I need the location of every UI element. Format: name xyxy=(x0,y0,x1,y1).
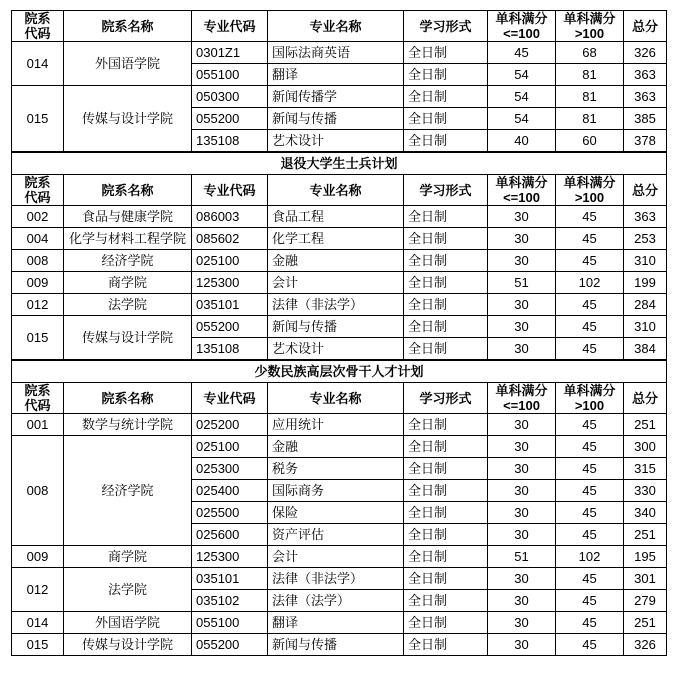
score-table-section-0 xyxy=(11,10,667,152)
cell-major-name: 艺术设计 xyxy=(268,130,404,152)
cell-single-gt100: 45 xyxy=(556,524,624,546)
cell-single-le100: 30 xyxy=(488,634,556,656)
section-title-row xyxy=(12,361,667,383)
column-header-total: 总分 xyxy=(624,383,667,414)
cell-dept-name: 外国语学院 xyxy=(64,42,192,86)
cell-single-le100: 30 xyxy=(488,524,556,546)
cell-total: 385 xyxy=(624,108,667,130)
cell-single-le100: 30 xyxy=(488,480,556,502)
cell-total: 310 xyxy=(624,316,667,338)
cell-single-gt100: 102 xyxy=(556,272,624,294)
cell-major-name: 资产评估 xyxy=(268,524,404,546)
cell-dept-name: 化学与材料工程学院 xyxy=(64,228,192,250)
cell-study-form: 全日制 xyxy=(404,228,488,250)
cell-total: 326 xyxy=(624,634,667,656)
cell-total: 315 xyxy=(624,458,667,480)
cell-dept-name: 传媒与设计学院 xyxy=(64,316,192,360)
cell-study-form: 全日制 xyxy=(404,250,488,272)
cell-single-gt100: 45 xyxy=(556,316,624,338)
cell-major-code: 025100 xyxy=(192,250,268,272)
cell-major-code: 125300 xyxy=(192,546,268,568)
cell-single-le100: 30 xyxy=(488,502,556,524)
cell-major-code: 085602 xyxy=(192,228,268,250)
cell-dept-name: 传媒与设计学院 xyxy=(64,86,192,152)
cell-major-code: 135108 xyxy=(192,130,268,152)
cell-major-name: 金融 xyxy=(268,250,404,272)
cell-major-code: 055100 xyxy=(192,64,268,86)
column-header-single-le100-line2: <=100 xyxy=(503,398,540,413)
cell-major-name: 翻译 xyxy=(268,64,404,86)
section-title-row xyxy=(12,153,667,175)
column-header-single-gt100 xyxy=(556,11,624,42)
score-table-section-2 xyxy=(11,360,667,656)
cell-major-code: 035102 xyxy=(192,590,268,612)
cell-single-gt100: 45 xyxy=(556,458,624,480)
cell-single-gt100: 45 xyxy=(556,206,624,228)
cell-major-code: 055100 xyxy=(192,612,268,634)
cell-dept-name: 经济学院 xyxy=(64,250,192,272)
cell-major-code: 050300 xyxy=(192,86,268,108)
column-header-single-le100-line2: <=100 xyxy=(503,190,540,205)
table-header-row xyxy=(12,11,667,42)
cell-total: 300 xyxy=(624,436,667,458)
cell-total: 363 xyxy=(624,64,667,86)
cell-dept-name: 传媒与设计学院 xyxy=(64,634,192,656)
column-header-total: 总分 xyxy=(624,11,667,42)
table-row xyxy=(12,568,667,590)
cell-single-le100: 30 xyxy=(488,414,556,436)
cell-single-gt100: 68 xyxy=(556,42,624,64)
cell-total: 310 xyxy=(624,250,667,272)
column-header-single-gt100-line1: 单科满分 xyxy=(563,175,616,190)
cell-major-name: 化学工程 xyxy=(268,228,404,250)
cell-single-gt100: 45 xyxy=(556,250,624,272)
cell-dept-code: 014 xyxy=(12,42,64,86)
cell-total: 301 xyxy=(624,568,667,590)
cell-dept-code: 001 xyxy=(12,414,64,436)
column-header-dept-name: 院系名称 xyxy=(64,175,192,206)
cell-single-le100: 30 xyxy=(488,228,556,250)
cell-single-gt100: 45 xyxy=(556,568,624,590)
column-header-dept-code xyxy=(12,383,64,414)
column-header-dept-code xyxy=(12,11,64,42)
column-header-major-code: 专业代码 xyxy=(192,11,268,42)
cell-single-gt100: 45 xyxy=(556,294,624,316)
cell-major-name: 金融 xyxy=(268,436,404,458)
column-header-dept-code-line2: 代码 xyxy=(24,26,51,41)
cell-major-code: 055200 xyxy=(192,634,268,656)
cell-study-form: 全日制 xyxy=(404,42,488,64)
cell-major-name: 应用统计 xyxy=(268,414,404,436)
cell-single-gt100: 45 xyxy=(556,634,624,656)
cell-major-code: 025400 xyxy=(192,480,268,502)
cell-dept-code: 004 xyxy=(12,228,64,250)
cell-dept-code: 015 xyxy=(12,316,64,360)
score-table-section-1 xyxy=(11,152,667,360)
cell-single-gt100: 81 xyxy=(556,86,624,108)
column-header-single-le100 xyxy=(488,383,556,414)
column-header-dept-name: 院系名称 xyxy=(64,383,192,414)
cell-single-gt100: 45 xyxy=(556,228,624,250)
cell-major-code: 025500 xyxy=(192,502,268,524)
column-header-single-le100 xyxy=(488,175,556,206)
cell-dept-name: 法学院 xyxy=(64,294,192,316)
cell-single-gt100: 45 xyxy=(556,414,624,436)
cell-study-form: 全日制 xyxy=(404,108,488,130)
cell-major-name: 法律（非法学） xyxy=(268,294,404,316)
section-title: 退役大学生士兵计划 xyxy=(12,153,667,175)
cell-major-name: 法律（非法学） xyxy=(268,568,404,590)
column-header-dept-name: 院系名称 xyxy=(64,11,192,42)
cell-single-gt100: 45 xyxy=(556,436,624,458)
cell-dept-name: 经济学院 xyxy=(64,436,192,546)
cell-major-name: 翻译 xyxy=(268,612,404,634)
column-header-single-le100-line2: <=100 xyxy=(503,26,540,41)
cell-single-le100: 40 xyxy=(488,130,556,152)
column-header-single-gt100-line2: >100 xyxy=(574,190,605,205)
cell-major-name: 食品工程 xyxy=(268,206,404,228)
column-header-single-gt100-line1: 单科满分 xyxy=(563,11,616,26)
cell-study-form: 全日制 xyxy=(404,436,488,458)
table-row xyxy=(12,634,667,656)
cell-study-form: 全日制 xyxy=(404,206,488,228)
column-header-study-form: 学习形式 xyxy=(404,11,488,42)
score-line-document xyxy=(11,0,666,656)
cell-study-form: 全日制 xyxy=(404,546,488,568)
table-row xyxy=(12,316,667,338)
column-header-single-le100-line1: 单科满分 xyxy=(495,175,548,190)
cell-single-gt100: 45 xyxy=(556,590,624,612)
cell-major-code: 025600 xyxy=(192,524,268,546)
table-row xyxy=(12,206,667,228)
column-header-single-gt100-line2: >100 xyxy=(574,26,605,41)
table-row xyxy=(12,414,667,436)
cell-single-le100: 30 xyxy=(488,206,556,228)
cell-single-le100: 30 xyxy=(488,250,556,272)
column-header-single-gt100-line1: 单科满分 xyxy=(563,383,616,398)
cell-single-le100: 54 xyxy=(488,108,556,130)
cell-single-le100: 30 xyxy=(488,294,556,316)
cell-total: 251 xyxy=(624,612,667,634)
cell-dept-code: 015 xyxy=(12,86,64,152)
cell-major-name: 国际商务 xyxy=(268,480,404,502)
cell-study-form: 全日制 xyxy=(404,294,488,316)
cell-total: 251 xyxy=(624,524,667,546)
cell-total: 363 xyxy=(624,86,667,108)
cell-total: 284 xyxy=(624,294,667,316)
table-row xyxy=(12,612,667,634)
cell-single-le100: 51 xyxy=(488,546,556,568)
table-row xyxy=(12,436,667,458)
cell-total: 330 xyxy=(624,480,667,502)
cell-study-form: 全日制 xyxy=(404,86,488,108)
table-row xyxy=(12,294,667,316)
cell-single-le100: 30 xyxy=(488,568,556,590)
cell-major-code: 055200 xyxy=(192,316,268,338)
table-row xyxy=(12,42,667,64)
column-header-single-le100-line1: 单科满分 xyxy=(495,11,548,26)
cell-dept-name: 法学院 xyxy=(64,568,192,612)
column-header-study-form: 学习形式 xyxy=(404,383,488,414)
cell-major-code: 035101 xyxy=(192,294,268,316)
cell-study-form: 全日制 xyxy=(404,590,488,612)
column-header-major-code: 专业代码 xyxy=(192,383,268,414)
cell-total: 326 xyxy=(624,42,667,64)
cell-single-gt100: 45 xyxy=(556,338,624,360)
cell-major-name: 艺术设计 xyxy=(268,338,404,360)
cell-dept-code: 012 xyxy=(12,294,64,316)
cell-total: 251 xyxy=(624,414,667,436)
cell-total: 378 xyxy=(624,130,667,152)
cell-single-le100: 30 xyxy=(488,338,556,360)
cell-dept-name: 外国语学院 xyxy=(64,612,192,634)
cell-major-code: 086003 xyxy=(192,206,268,228)
cell-major-name: 会计 xyxy=(268,546,404,568)
cell-single-le100: 51 xyxy=(488,272,556,294)
column-header-dept-code-line2: 代码 xyxy=(24,398,51,413)
cell-major-code: 0301Z1 xyxy=(192,42,268,64)
cell-study-form: 全日制 xyxy=(404,316,488,338)
column-header-single-gt100-line2: >100 xyxy=(574,398,605,413)
column-header-total: 总分 xyxy=(624,175,667,206)
column-header-major-name: 专业名称 xyxy=(268,175,404,206)
cell-study-form: 全日制 xyxy=(404,612,488,634)
cell-major-code: 025300 xyxy=(192,458,268,480)
table-row xyxy=(12,250,667,272)
cell-dept-code: 008 xyxy=(12,250,64,272)
column-header-single-gt100 xyxy=(556,383,624,414)
cell-study-form: 全日制 xyxy=(404,634,488,656)
column-header-major-name: 专业名称 xyxy=(268,383,404,414)
cell-single-le100: 30 xyxy=(488,612,556,634)
cell-study-form: 全日制 xyxy=(404,272,488,294)
cell-single-le100: 30 xyxy=(488,590,556,612)
cell-major-name: 新闻传播学 xyxy=(268,86,404,108)
cell-single-le100: 30 xyxy=(488,436,556,458)
cell-single-gt100: 81 xyxy=(556,64,624,86)
table-header-row xyxy=(12,383,667,414)
cell-major-name: 保险 xyxy=(268,502,404,524)
cell-major-name: 新闻与传播 xyxy=(268,316,404,338)
cell-study-form: 全日制 xyxy=(404,524,488,546)
cell-total: 199 xyxy=(624,272,667,294)
cell-dept-code: 014 xyxy=(12,612,64,634)
column-header-dept-code-line1: 院系 xyxy=(24,11,51,26)
cell-single-gt100: 45 xyxy=(556,502,624,524)
table-header-row xyxy=(12,175,667,206)
tables-root xyxy=(11,10,666,656)
cell-single-le100: 54 xyxy=(488,86,556,108)
cell-major-name: 法律（法学） xyxy=(268,590,404,612)
cell-dept-code: 002 xyxy=(12,206,64,228)
column-header-single-le100 xyxy=(488,11,556,42)
column-header-major-name: 专业名称 xyxy=(268,11,404,42)
cell-study-form: 全日制 xyxy=(404,338,488,360)
column-header-single-gt100 xyxy=(556,175,624,206)
cell-dept-name: 商学院 xyxy=(64,272,192,294)
cell-major-name: 新闻与传播 xyxy=(268,634,404,656)
section-title: 少数民族高层次骨干人才计划 xyxy=(12,361,667,383)
cell-dept-code: 012 xyxy=(12,568,64,612)
cell-single-gt100: 45 xyxy=(556,612,624,634)
cell-dept-code: 008 xyxy=(12,436,64,546)
cell-single-gt100: 60 xyxy=(556,130,624,152)
cell-dept-code: 009 xyxy=(12,272,64,294)
cell-single-le100: 45 xyxy=(488,42,556,64)
cell-total: 363 xyxy=(624,206,667,228)
cell-total: 340 xyxy=(624,502,667,524)
cell-dept-code: 015 xyxy=(12,634,64,656)
cell-major-code: 025200 xyxy=(192,414,268,436)
cell-study-form: 全日制 xyxy=(404,64,488,86)
cell-dept-name: 商学院 xyxy=(64,546,192,568)
cell-major-code: 035101 xyxy=(192,568,268,590)
cell-major-code: 135108 xyxy=(192,338,268,360)
column-header-single-le100-line1: 单科满分 xyxy=(495,383,548,398)
cell-total: 195 xyxy=(624,546,667,568)
cell-study-form: 全日制 xyxy=(404,414,488,436)
cell-single-gt100: 81 xyxy=(556,108,624,130)
cell-major-code: 025100 xyxy=(192,436,268,458)
cell-major-name: 新闻与传播 xyxy=(268,108,404,130)
table-row xyxy=(12,272,667,294)
cell-total: 279 xyxy=(624,590,667,612)
column-header-dept-code-line2: 代码 xyxy=(24,190,51,205)
cell-dept-name: 数学与统计学院 xyxy=(64,414,192,436)
cell-study-form: 全日制 xyxy=(404,502,488,524)
cell-single-le100: 54 xyxy=(488,64,556,86)
column-header-dept-code-line1: 院系 xyxy=(24,383,51,398)
cell-major-name: 税务 xyxy=(268,458,404,480)
cell-single-le100: 30 xyxy=(488,458,556,480)
cell-major-name: 会计 xyxy=(268,272,404,294)
table-row xyxy=(12,546,667,568)
cell-single-le100: 30 xyxy=(488,316,556,338)
cell-study-form: 全日制 xyxy=(404,130,488,152)
cell-total: 384 xyxy=(624,338,667,360)
table-row xyxy=(12,86,667,108)
column-header-study-form: 学习形式 xyxy=(404,175,488,206)
cell-total: 253 xyxy=(624,228,667,250)
cell-major-code: 055200 xyxy=(192,108,268,130)
column-header-major-code: 专业代码 xyxy=(192,175,268,206)
cell-major-name: 国际法商英语 xyxy=(268,42,404,64)
column-header-dept-code-line1: 院系 xyxy=(24,175,51,190)
cell-study-form: 全日制 xyxy=(404,480,488,502)
cell-single-gt100: 45 xyxy=(556,480,624,502)
cell-study-form: 全日制 xyxy=(404,568,488,590)
cell-major-code: 125300 xyxy=(192,272,268,294)
cell-study-form: 全日制 xyxy=(404,458,488,480)
table-row xyxy=(12,228,667,250)
cell-single-gt100: 102 xyxy=(556,546,624,568)
column-header-dept-code xyxy=(12,175,64,206)
cell-dept-name: 食品与健康学院 xyxy=(64,206,192,228)
cell-dept-code: 009 xyxy=(12,546,64,568)
